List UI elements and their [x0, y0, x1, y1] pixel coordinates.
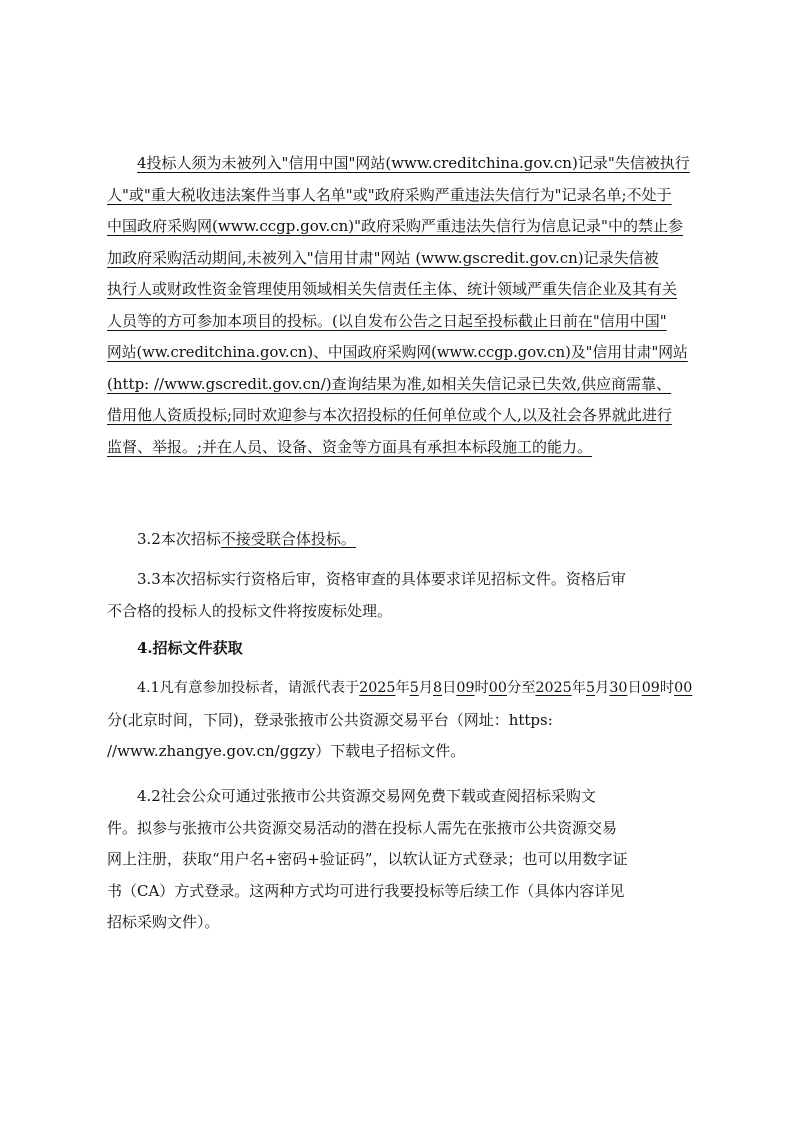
paragraph-line: //www.zhangye.gov.cn/ggzy）下载电子招标文件。 — [107, 742, 466, 760]
end-day: 30 — [609, 680, 628, 696]
month-unit: 月 — [418, 680, 434, 696]
hour-unit: 时 — [474, 680, 489, 696]
paragraph-line: 执行人或财政性资金管理使用领域相关失信责任主体、统计领域严重失信企业及其有关 — [107, 280, 678, 298]
year-unit: 年 — [571, 680, 586, 696]
hour-unit: 时 — [659, 680, 675, 696]
joint-bid-paragraph — [107, 524, 697, 556]
end-month: 5 — [585, 680, 596, 696]
paragraph-line: 网上注册，获取“用户名+密码+验证码”，以软认证方式登录；也可以用数字证 — [107, 850, 628, 868]
paragraph-line: 4.2社会公众可通过张掖市公共资源交易网免费下载或查阅招标采购文 — [137, 787, 596, 805]
start-year: 2025 — [359, 680, 396, 696]
paragraph-line: 人员等的方可参加本项目的投标。(以自发布公告之日起至投标截止日前在"信用中国" — [107, 311, 667, 330]
section-heading-text: 4.招标文件获取 — [137, 639, 243, 657]
public-access-paragraph — [107, 781, 697, 939]
paragraph-line: 网站(ww.creditchina.gov.cn)、中国政府采购网(www.ccgp.gov.cn)及"信用甘肃"网站 — [107, 344, 688, 361]
paragraph-line: 招标采购文件）。 — [107, 913, 220, 931]
paragraph-line: 书（CA）方式登录。这两种方式均可进行我要投标等后续工作（具体内容详见 — [107, 881, 625, 900]
start-day: 8 — [433, 680, 443, 696]
paragraph-line: (http: //www.gscredit.gov.cn/)查询结果为准,如相关失信记录已失效,供应商需靠、 — [107, 374, 672, 393]
paragraph-line: 4投标人须为未被列入"信用中国"网站(www.creditchina.gov.cn)记录"失信被执行 — [137, 154, 690, 172]
paragraph-line: 3.3本次招标实行资格后审，资格审查的具体要求详见招标文件。资格后审 — [137, 570, 626, 588]
paragraph-line: 分(北京时间，下同)，登录张掖市公共资源交易平台（网址：https: — [107, 710, 553, 729]
start-minute: 00 — [488, 680, 507, 696]
paragraph-prefix: 3.2本次招标 — [137, 530, 221, 548]
start-hour: 09 — [456, 680, 475, 696]
range-separator: 分至 — [506, 680, 536, 696]
end-hour: 09 — [641, 680, 660, 696]
end-year: 2025 — [535, 680, 572, 696]
section-heading — [107, 633, 697, 665]
day-unit: 日 — [627, 680, 642, 696]
start-month: 5 — [409, 680, 419, 696]
bidder-qualification-paragraph — [107, 148, 697, 463]
day-unit: 日 — [442, 680, 457, 696]
end-minute: 00 — [674, 680, 693, 696]
qualification-review-paragraph — [107, 564, 697, 627]
month-unit: 月 — [595, 680, 610, 696]
paragraph-line: 人"或"重大税收违法案件当事人名单"或"政府采购严重违法失信行为"记录名单;不处于 — [107, 185, 672, 204]
paragraph-line: 监督、举报。;并在人员、设备、资金等方面具有承担本标段施工的能力。 — [107, 437, 593, 456]
paragraph-line: 借用他人资质投标;同时欢迎参与本次招投标的任何单位或个人,以及社会各界就此进行 — [107, 406, 672, 424]
paragraph-line: 件。拟参与张掖市公共资源交易活动的潜在投标人需先在张掖市公共资源交易 — [107, 818, 618, 837]
paragraph-line: 不合格的投标人的投标文件将按废标处理。 — [107, 601, 393, 620]
paragraph-prefix: 4.1凡有意参加投标者，请派代表于 — [137, 680, 360, 696]
year-unit: 年 — [395, 680, 410, 696]
joint-bid-notice: 不接受联合体投标。 — [220, 530, 356, 548]
paragraph-line: 中国政府采购网(www.ccgp.gov.cn)"政府采购严重违法失信行为信息记录"中的禁止参 — [107, 217, 683, 235]
document-acquisition-paragraph — [107, 673, 697, 768]
paragraph-line: 加政府采购活动期间,未被列入"信用甘肃"网站 (www.gscredit.gov.cn)记录失信被 — [107, 248, 659, 267]
paragraph-line — [107, 673, 697, 705]
